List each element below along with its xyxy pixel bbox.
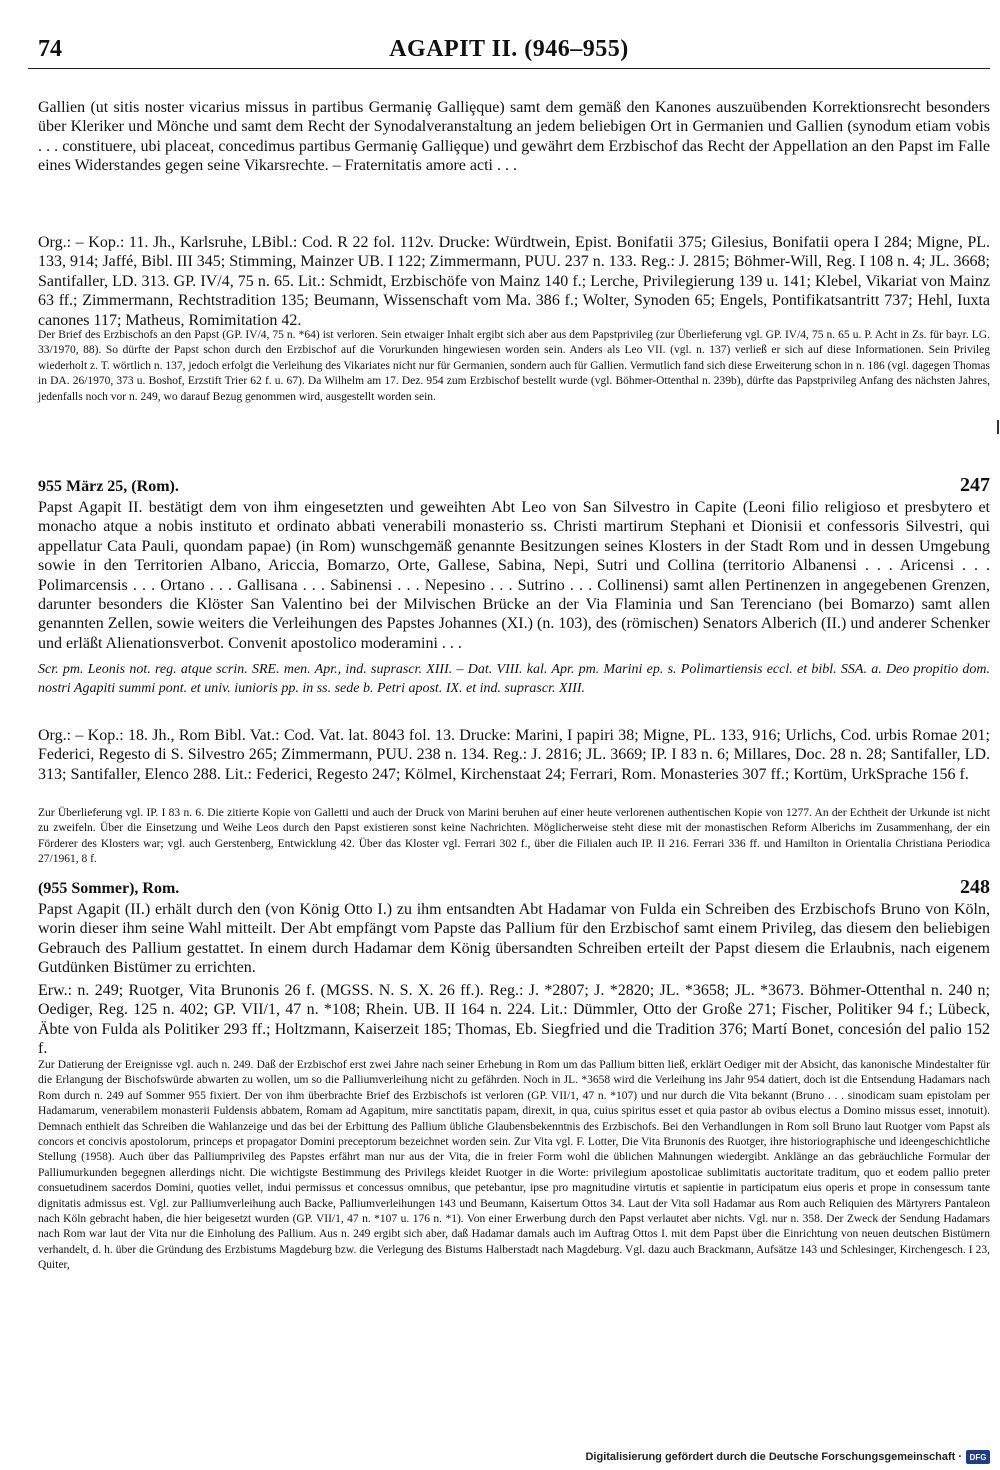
entry-247-scribe: Scr. pm. Leonis not. reg. atque scrin. SRE. men. Apr., ind. suprascr. XIII. – Dat. VIII. kal. Apr. pm. Marini ep. s. Polimartiensis eccl. et bibl. SSA. a. Deo propitio dom. nostri Agapiti summi pont. et univ. iunioris pp. in ss. sede b. Petri apost. IX. et ind. suprascr. XIII. [38,662,990,697]
header-rule [28,68,990,69]
entry-date-place: 955 März 25, (Rom). [38,478,179,495]
entry-248-commentary: Zur Datierung der Ereignisse vgl. auch n. 249. Daß der Erzbischof erst zwei Jahre nach seiner Erhebung in Rom um das Pallium bitten ließ, erklärt Oediger mit der Absicht, das kanonische Mindestalter für die Erlangung der Bischofswürde abwarten zu wollen, um so die Palliumverleihung nicht zu gefährden. Noch in JL. *3658 wird die Verleihung ins Jahr 954 datiert, doch ist die Entsendung Hadamars nach Rom durch n. 249 auf Sommer 955 fixiert. Der von ihm überbrachte Brief des Erzbischofs ist verloren (GP. VII/1, 47 n. *107) und nur durch die Vita bekannt (Bruno . . . sinodicam suam epistolam per Hadamarum, venerabilem monasterii Fuldensis abbatem, Romam ad Agapitum, mire sanctitatis papam, direxit, in qua, cuius spiritus esset et quia pastor ab ovibus electus a Domino missus esset, innotuit). Demnach enthielt das Schreiben die Wahlanzeige und das bei der Erbittung des Pallium übliche Glaubensbekenntnis des Erzbischofs. Bei den Verhandlungen in Rom soll Bruno laut Ruotger vom Papst als concors et concivis apostolorum, princeps et propagator Domini preceptorum bezeichnet worden sein. Zur Vita vgl. F. Lotter, Die Vita Brunonis des Ruotger, ihre historiographische und ideengeschichtliche Stellung (1958). Auch über das Palliumprivileg des Papstes erfährt man nur aus der Vita, die in freier Form wohl die üblichen Mahnungen wiedergibt. Anklänge an das gebräuchliche Formular der Palliumurkunden begegnen allerdings nicht. Die wichtigste Bestimmung des Privilegs kleidet Ruotger in die Worte: privilegium apostolicae sublimitatis auctoritate traditum, quo et eodem pallio preter consuetudinem sacerdos Domini, quoties vellet, indui permissus et concessus omnibus, que petebantur, ipse pro magnitudine virtutis et sapientie in participatum eius operis et prope in consessum tante dignitatis admissus est. Vgl. zur Palliumverleihung auch Backe, Palliumverleihungen 143 und Beumann, Kaisertum Ottos 34. Laut der Vita soll Hadamar aus Rom auch Reliquien des Märtyrers Pantaleon nach Köln gebracht haben, die hier beigesetzt wurden (GP. VII/1, 47 n. *107 u. 176 n. *1). Von einer Erwerbung durch den Papst verlautet aber nichts. Vgl. nur n. 358. Der Zweck der Sendung Hadamars nach Rom war laut der Vita nur die Einholung des Pallium. Aus n. 249 ergibt sich aber, daß Hadamar damals auch im Auftrag Ottos I. mit dem Papst über die Einrichtung von neuen deutschen Bistümern verhandelt, d. h. über die Gründung des Erzbistums Magdeburg bzw. die Verlegung des Bistums Halberstadt nach Magdeburg. Vgl. dazu auch Brackmann, Aufsätze 143 und Schlesinger, Kirchengesch. I 23, Quiter, [38,1059,990,1272]
prev-entry-commentary: Der Brief des Erzbischofs an den Papst (GP. IV/4, 75 n. *64) ist verloren. Sein etwaiger Inhalt ergibt sich aber aus dem Papstprivileg (zur Überlieferung vgl. GP. IV/4, 75 n. 65 u. P. Acht in Zs. für bayr. LG. 33/1970, 88). So dürfte der Papst schon durch den Erzbischof auf die Vorurkunden hingewiesen worden sein. Anders als Leo VII. (vgl. n. 137) verließ er sich auf diese Informationen. Sein Privileg wiederholt z. T. wörtlich n. 137, jedoch erfolgt die Verleihung des Vikariates nicht nur für Germanien, sondern auch für Gallien. Vermutlich fand sich diese Erweiterung schon in n. 186 (vgl. dagegen Thomas in DA. 26/1970, 373 u. Boshof, Erzstift Trier 62 f. u. 67). Da Wilhelm am 17. Dez. 954 zum Erzbischof bestellt wurde (vgl. Böhmer-Ottenthal n. 239b), dürfte das Papstprivileg Anfang des nächsten Jahres, jedenfalls noch vor n. 249, wo darauf Bezug genommen wird, ausgestellt worden sein. [38,329,990,403]
footer-text: Digitalisierung gefördert durch die Deutsche Forschungsgemeinschaft · [585,1451,962,1463]
entry-248-body: Papst Agapit (II.) erhält durch den (von König Otto I.) zu ihm entsandten Abt Hadamar von Fulda ein Schreiben des Erzbischofs Bruno von Köln, worin dieser ihm seine Wahl mitteilt. Der Abt empfängt vom Papste das Pallium für den Erzbischof samt einem Privileg, das diesem den beliebigen Gebrauch des Pallium gestattet. In einem durch Hadamar dem König übersandten Schreiben erteilt der Papst diesem die Erlaubnis, nach eigenem Gutdünken Bistümer zu errichten. [38,901,990,977]
entry-date-place: (955 Sommer), Rom. [38,880,180,897]
entry-247-sources: Org.: – Kop.: 18. Jh., Rom Bibl. Vat.: Cod. Vat. lat. 8043 fol. 13. Drucke: Marini, I papiri 38; Migne, PL. 133, 916; Urlichs, Cod. urbis Romae 201; Federici, Regesto di S. Silvestro 265; Zimmermann, PUU. 238 n. 134. Reg.: J. 2816; JL. 3669; IP. I 83 n. 6; Millares, Doc. 28 n. 28; Santifaller, LD. 313; Santifaller, Elenco 288. Lit.: Federici, Regesto 247; Kölmel, Kirchenstaat 24; Ferrari, Rom. Monasteries 307 ff.; Kortüm, UrkSprache 156 f. [38,727,990,783]
document-page [28,28,990,1272]
footer [585,1450,990,1464]
page-number: 74 [38,36,62,62]
entry-248-heading [38,876,990,902]
entry-247-body: Papst Agapit II. bestätigt dem von ihm eingesetzten und geweihten Abt Leo von San Silvestro in Capite (Leoni filio religioso et presbytero et monacho atque a nobis instituto et ordinato abbati venerabili monasterio ss. Christi martirum Stephani et Dionisii et confessoris Silvestri, qui appellatur Cata Pauli, quondam papae) (in Rom) wunschgemäß genannte Besitzungen seines Klosters in der Stadt Rom und in dessen Umgebung sowie in den Territorien Albano, Ariccia, Bomarzo, Orte, Gallese, Sabina, Nepi, Sutri und Collina (territorio Albanensi . . . Aricensi . . . Polimarcensis . . . Ortano . . . Gallisana . . . Sabinensi . . . Nepesino . . . Sutrino . . . Collinensi) samt allen Pertinenzen in angegebenen Grenzen, darunter besonders die Klöster San Valentino bei der Milvischen Brücke an der Via Flaminia und San Terenciano (bei Bomarzo) samt allen genannten Zellen, sowie weiters die Verleihungen des Papstes Johannes (XI.) (n. 103), des (römischen) Senators Alberich (II.) und anderer Schenker und erläßt Alienationsverbot. Convenit apostolico moderamini . . . [38,499,990,652]
prev-entry-body: Gallien (ut sitis noster vicarius missus in partibus Germaniȩ Galliȩque) samt dem gemäß den Kanones auszuübenden Korrektionsrecht besonders über Kleriker und Mönche und samt dem Recht der Synodalveranstaltung an jedem beliebigen Ort in Germanien und Gallien (synodum etiam vobis . . . constituere, ubi placeat, concedimus partibus Germaniȩ Galliȩque) und gewährt dem Erzbischof das Recht der Appellation an den Papst im Falle eines Widerstandes gegen seine Vikarsrechte. – Fraternitatis amore acti . . . [38,99,990,175]
page-header [28,28,990,68]
entry-247-commentary: Zur Überlieferung vgl. IP. I 83 n. 6. Die zitierte Kopie von Galletti und auch der Druck von Marini beruhen auf einer heute verlorenen authentischen Kopie von 1277. An der Echtheit der Urkunde ist nicht zu zweifeln. Über die Einsetzung und Weihe Leos durch den Papst existieren sonst keine Nachrichten. Möglicherweise steht diese mit der monastischen Reform Alberichs im Zusammenhang, der ein Förderer des Klosters war; vgl. auch Gerstenberg, Entwicklung 42. Über das Kloster vgl. Ferrari 302 f., über die Filialen auch IP. II 216. Ferrari 336 ff. und Hamilton in Orientalia Christiana Periodica 27/1961, 8 f. [38,807,990,866]
prev-entry-sources: Org.: – Kop.: 11. Jh., Karlsruhe, LBibl.: Cod. R 22 fol. 112v. Drucke: Würdtwein, Epist. Bonifatii 375; Gilesius, Bonifatii opera I 284; Migne, PL. 133, 914; Jaffé, Bibl. III 345; Stimming, Mainzer UB. I 122; Zimmermann, PUU. 237 n. 133. Reg.: J. 2815; Böhmer-Will, Reg. I 108 n. 4; JL. 3668; Santifaller, LD. 313. GP. IV/4, 75 n. 65. Lit.: Schmidt, Erzbischöfe von Mainz 140 f.; Lerche, Privilegierung 139 u. 141; Klebel, Vikariat von Mainz 63 ff.; Zimmermann, Rechtstradition 135; Beumann, Wissenschaft vom Ma. 386 f.; Wolter, Synoden 65; Engels, Pontifikatsantritt 737; Hehl, Iuxta canones 117; Matheus, Romimitation 42. [38,234,990,329]
entry-number: 247 [960,474,990,496]
entry-248-sources: Erw.: n. 249; Ruotger, Vita Brunonis 26 f. (MGSS. N. S. X. 26 ff.). Reg.: J. *2807; J. *2820; JL. *3658; JL. *3673. Böhmer-Ottenthal n. 240 n; Oediger, Reg. 125 n. 402; GP. VII/1, 47 n. *108; Rhein. UB. II 164 n. 224. Lit.: Dümmler, Otto der Große 271; Fischer, Politiker 94 f.; Lübeck, Äbte von Fulda als Politiker 293 ff.; Holtzmann, Kaiserzeit 185; Thomas, Eb. Siegfried und die Tradition 376; Martí Bonet, concesión del palio 152 f. [38,982,990,1058]
running-head: AGAPIT II. (946–955) [389,36,629,62]
entry-247-heading [38,474,990,500]
dfg-logo: DFG [966,1450,990,1464]
entry-number: 248 [960,876,990,898]
margin-mark [997,420,999,434]
